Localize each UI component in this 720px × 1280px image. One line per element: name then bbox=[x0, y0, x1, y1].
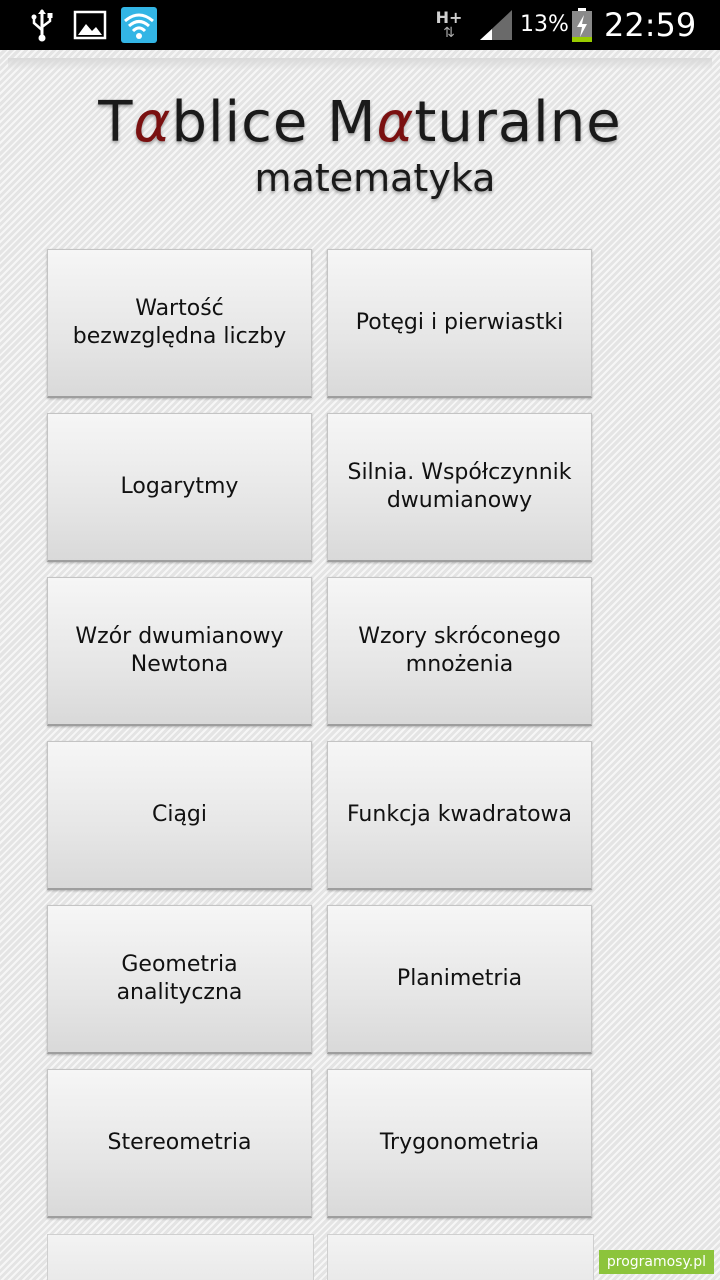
topic-button-trygonometria[interactable]: Trygonometria bbox=[327, 1069, 592, 1218]
topic-button-planimetria[interactable]: Planimetria bbox=[327, 905, 592, 1054]
app-content bbox=[0, 50, 720, 1280]
topic-grid bbox=[47, 249, 592, 1218]
topic-button-wzory-skroconego-mnozenia[interactable]: Wzory skróconego mnożenia bbox=[327, 577, 592, 726]
usb-icon bbox=[26, 0, 58, 50]
clock: 22:59 bbox=[604, 6, 697, 44]
network-type-label: H+ bbox=[435, 8, 463, 27]
network-type-icon: H+ ⇅ bbox=[435, 8, 463, 41]
logo-subtitle: matematyka bbox=[254, 156, 496, 200]
status-bar bbox=[0, 0, 720, 50]
topic-button-funkcja-kwadratowa[interactable]: Funkcja kwadratowa bbox=[327, 741, 592, 890]
topic-button-silnia[interactable]: Silnia. Współczynnik dwumianowy bbox=[327, 413, 592, 562]
image-icon bbox=[72, 0, 108, 50]
topic-button-ciagi[interactable]: Ciągi bbox=[47, 741, 312, 890]
logo-title: Tαblice Mαturalne bbox=[98, 90, 622, 155]
watermark: programosy.pl bbox=[599, 1250, 714, 1274]
wifi-icon bbox=[120, 0, 158, 50]
battery-percent: 13% bbox=[520, 12, 569, 37]
topic-button-stereometria[interactable]: Stereometria bbox=[47, 1069, 312, 1218]
topic-button-wzor-newtona[interactable]: Wzór dwumianowy Newtona bbox=[47, 577, 312, 726]
topic-button-partial[interactable] bbox=[327, 1234, 594, 1280]
topic-button-partial[interactable] bbox=[47, 1234, 314, 1280]
topic-button-geometria-analityczna[interactable]: Geometria analityczna bbox=[47, 905, 312, 1054]
signal-icon bbox=[476, 0, 516, 50]
topic-button-wartosc-bezwzgledna[interactable]: Wartość bezwzględna liczby bbox=[47, 249, 312, 398]
app-logo bbox=[0, 88, 720, 202]
topic-button-potegi-pierwiastki[interactable]: Potęgi i pierwiastki bbox=[327, 249, 592, 398]
battery-charging-icon bbox=[568, 0, 596, 50]
topic-button-logarytmy[interactable]: Logarytmy bbox=[47, 413, 312, 562]
